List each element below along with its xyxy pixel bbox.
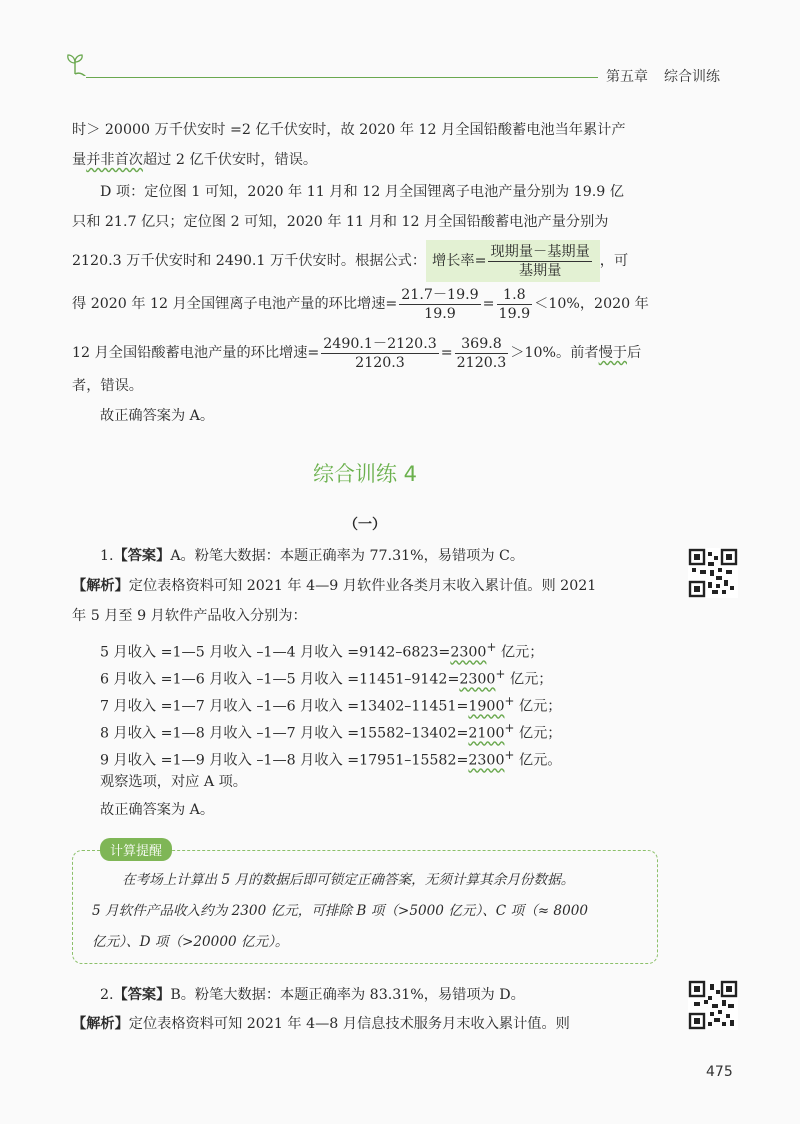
text-line: 观察选项，对应 A 项。 xyxy=(100,774,247,790)
chapter-label: 第五章 xyxy=(606,69,648,85)
text-line: 者，错误。 xyxy=(72,378,143,394)
text-line: 故正确答案为 A。 xyxy=(100,408,215,424)
section-title: 综合训练 4 xyxy=(312,462,418,486)
text-line: D 项：定位图 1 可知，2020 年 11 月和 12 月全国锂离子电池产量分别为 19.9 亿 xyxy=(100,184,624,200)
calc-row: 9 月收入 =1—9 月收入 –1—8 月收入 =17951–15582=2300+ 亿元。 xyxy=(100,748,562,769)
text-line: 2120.3 万千伏安时和 2490.1 万千伏安时。根据公式： 增长率= $\frac{\text{现期量－基期量}}{\text{基期量}}$ ，可 xyxy=(72,240,628,282)
calc-row: 5 月收入 =1—5 月收入 –1—4 月收入 =9142–6823=2300+ 亿元； xyxy=(100,640,544,661)
fraction: $\frac{369.8}{2120.3}$ xyxy=(456,335,507,371)
tip-label: 计算提醒 xyxy=(100,838,172,861)
emphasis-underline: 慢于 xyxy=(598,345,627,361)
fraction: $\frac{21.7-19.9}{19.9}$ xyxy=(401,286,479,322)
page-number: 475 xyxy=(706,1064,733,1080)
running-header xyxy=(606,66,720,86)
text-line: 只和 21.7 亿只；定位图 2 可知，2020 年 11 月和 12 月全国铅酸蓄电池产量分别为 xyxy=(72,214,609,230)
growth-rate-formula: 增长率= $\frac{\text{现期量－基期量}}{\text{基期量}}$ xyxy=(426,240,600,282)
answer-line: 2.【答案】B。粉笔大数据：本题正确率为 83.31%，易错项为 D。 xyxy=(100,987,525,1003)
qr-code-icon[interactable] xyxy=(688,548,738,598)
fraction: $\frac{1.8}{19.9}$ xyxy=(498,286,531,322)
answer-line: 1.【答案】A。粉笔大数据：本题正确率为 77.31%，易错项为 C。 xyxy=(100,548,525,564)
analysis-line: 【解析】定位表格资料可知 2021 年 4—9 月软件业各类月末收入累计值。则 2021 xyxy=(72,578,597,594)
fraction: $\frac{2490.1-2120.3}{2120.3}$ xyxy=(323,335,437,371)
tip-line: 在考场上计算出 5 月的数据后即可锁定正确答案，无须计算其余月份数据。 xyxy=(122,872,575,888)
text-line: 时＞ 20000 万千伏安时 =2 亿千伏安时，故 2020 年 12 月全国铅酸蓄电池当年累计产 xyxy=(72,122,626,138)
tip-line: 亿元）、D 项（>20000 亿元）。 xyxy=(92,934,289,950)
text-line: 年 5 月至 9 月软件产品收入分别为： xyxy=(72,608,307,624)
emphasis-underline: 并非首次 xyxy=(86,152,143,168)
calc-row: 7 月收入 =1—7 月收入 –1—6 月收入 =13402–11451=1900+ 亿元； xyxy=(100,694,562,715)
sprout-icon xyxy=(62,50,88,76)
tip-line: 5 月软件产品收入约为 2300 亿元，可排除 B 项（>5000 亿元）、C 项（≈ 8000 xyxy=(92,903,589,919)
qr-code-icon[interactable] xyxy=(688,980,738,1030)
text-line: 量并非首次超过 2 亿千伏安时，错误。 xyxy=(72,152,318,168)
header-rule xyxy=(86,77,598,78)
calc-row: 8 月收入 =1—8 月收入 –1—7 月收入 =15582–13402=2100+ 亿元； xyxy=(100,721,562,742)
analysis-line: 【解析】定位表格资料可知 2021 年 4—8 月信息技术服务月末收入累计值。则 xyxy=(72,1016,570,1032)
text-line: 故正确答案为 A。 xyxy=(100,802,215,818)
text-line: 得 2020 年 12 月全国锂离子电池产量的环比增速= $\frac{21.7-19.9}{19.9}$ = $\frac{1.8}{19.9}$ ＜10%，2020 年 xyxy=(72,286,649,322)
calc-row: 6 月收入 =1—6 月收入 –1—5 月收入 =11451–9142=2300+ 亿元； xyxy=(100,667,553,688)
text-line: 12 月全国铅酸蓄电池产量的环比增速= $\frac{2490.1-2120.3}{2120.3}$ = $\frac{369.8}{2120.3}$ ＞10%。前者慢于后 xyxy=(72,335,642,371)
section-label: 综合训练 xyxy=(664,69,720,85)
sub-section-title: （一） xyxy=(344,517,386,533)
